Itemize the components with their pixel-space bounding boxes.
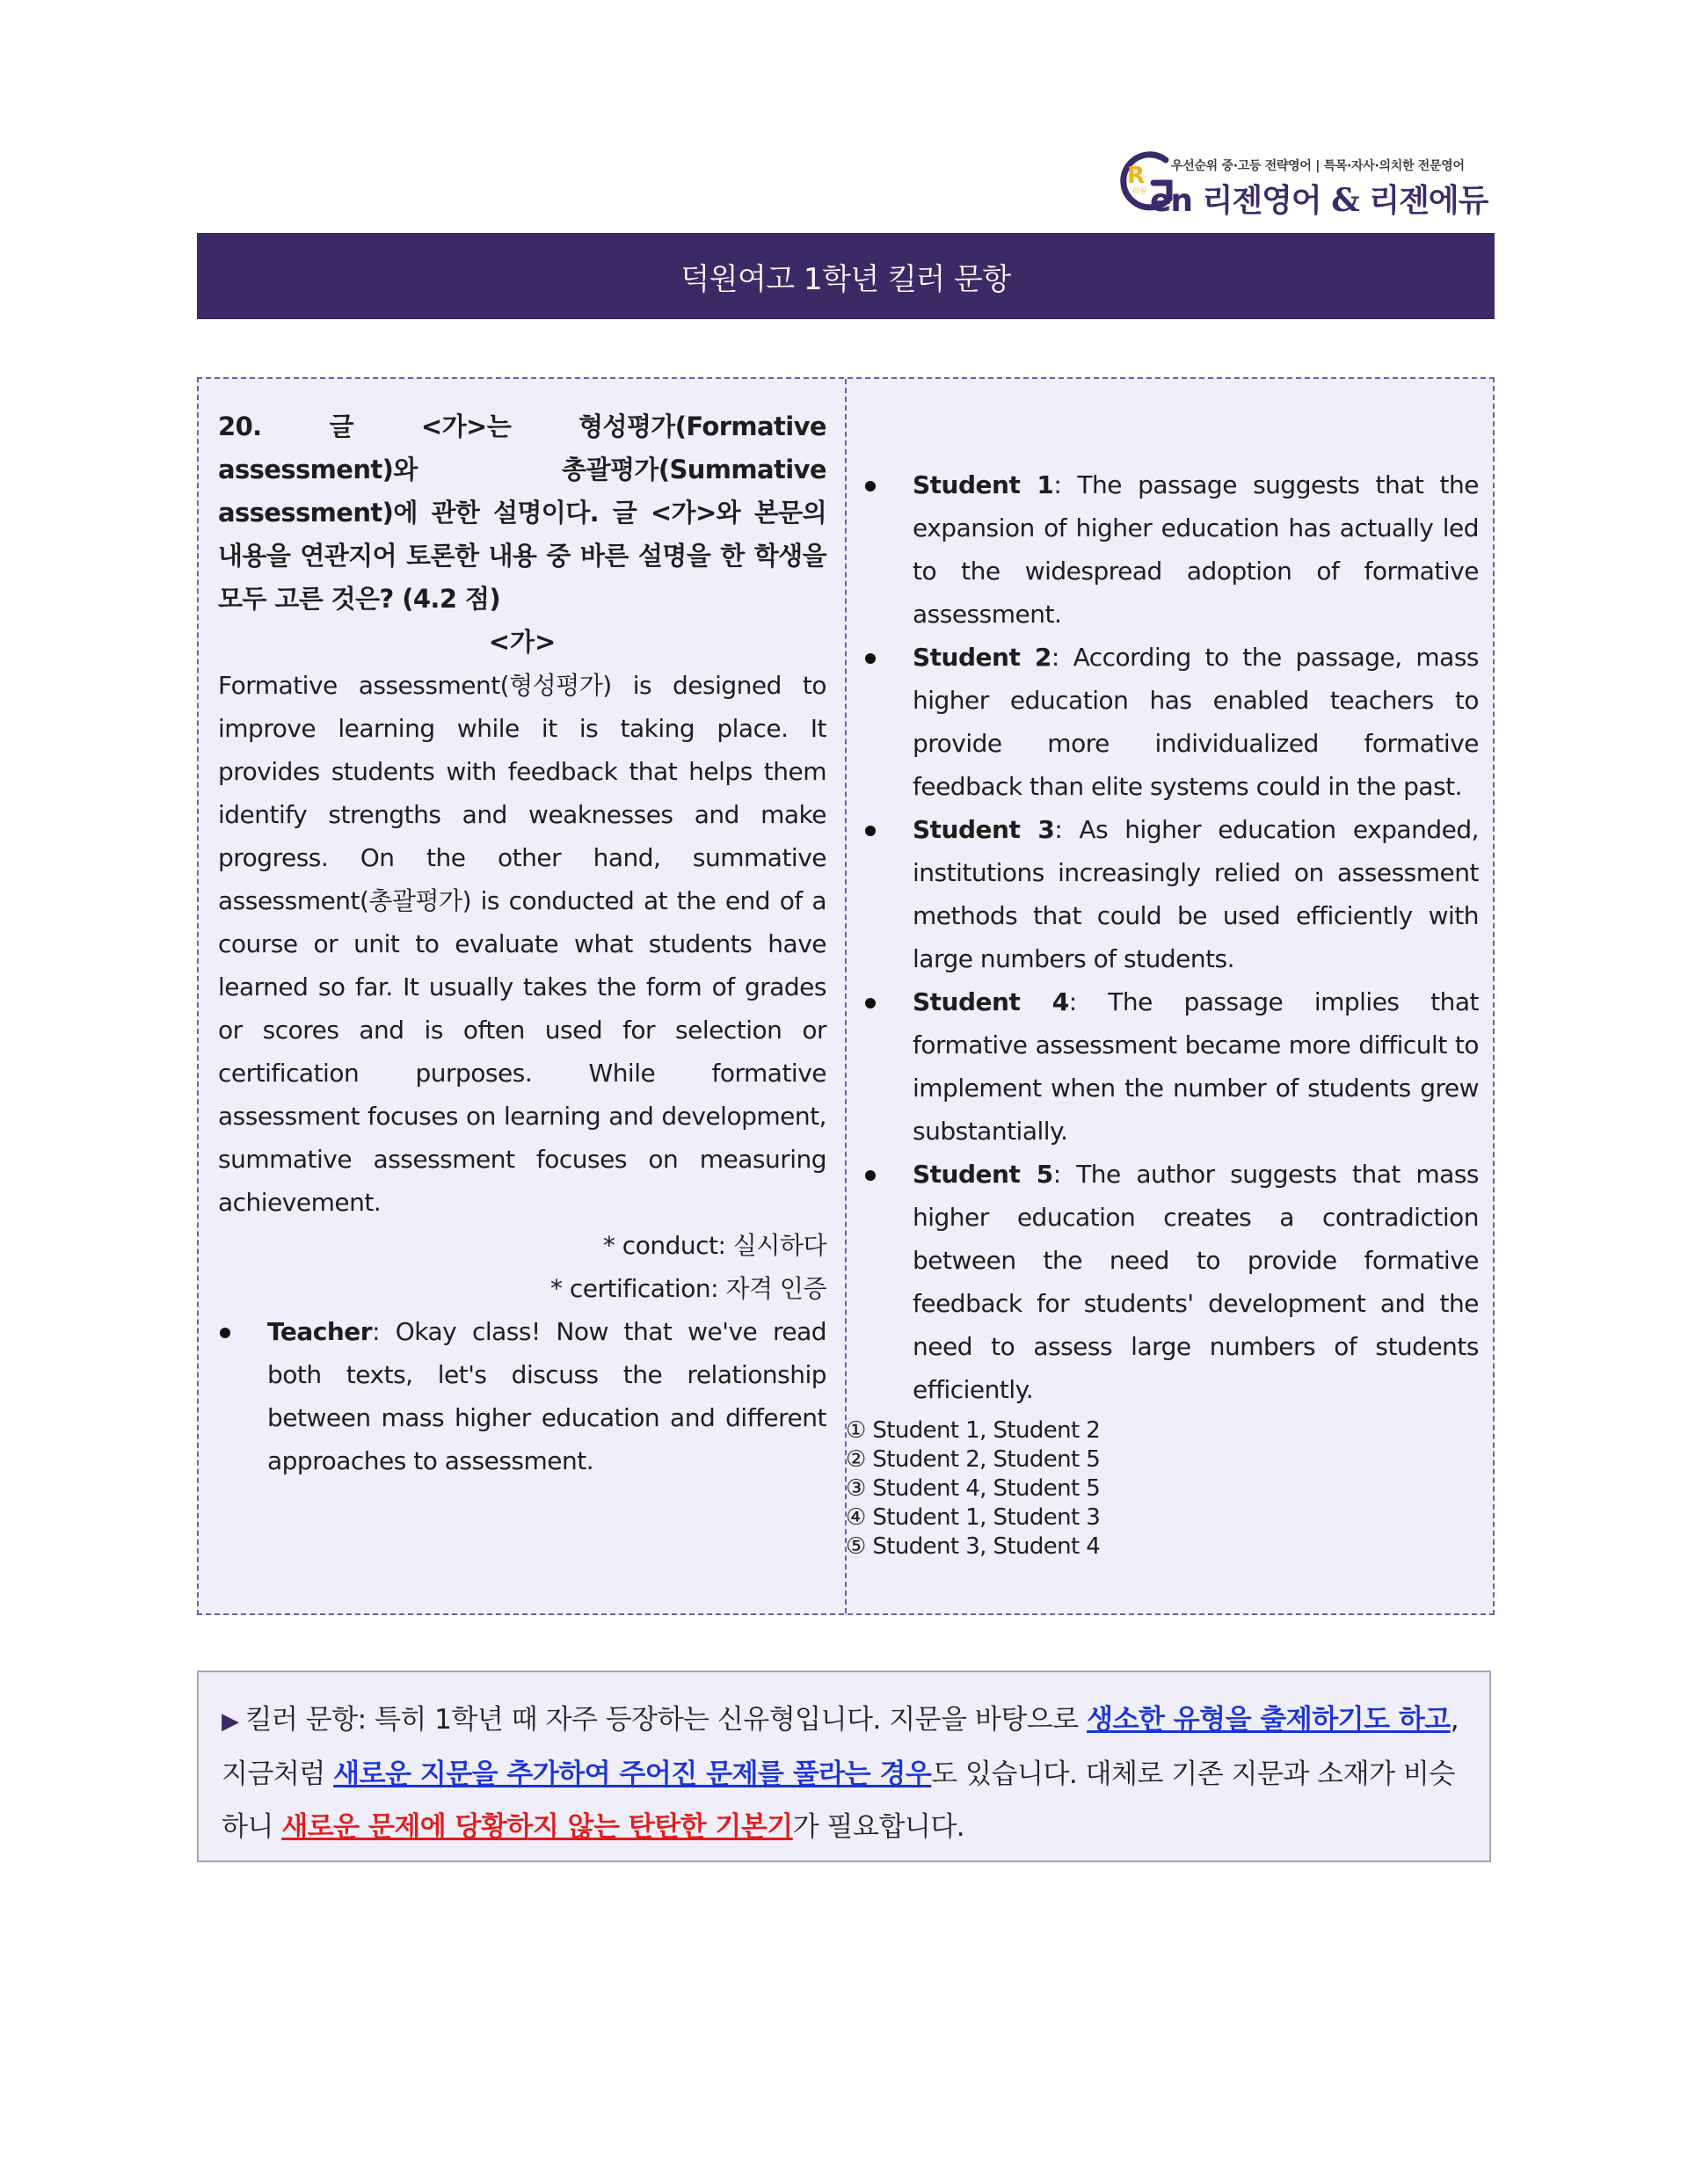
killer-note-text: 가 필요합니다. [792,1811,965,1843]
passage-text: Formative assessment(형성평가) is designed to improve learning while it is taking place. It provides students with feedback that helps them identify strengths and weaknesses and make progress. On the other hand, summative assessment(총괄평가) is conducted at the end of a course or unit to evaluate what students have learned so far. It usually takes the form of grades or scores and is often used for selection or certification purposes. While formative assessment focuses on learning and development, summative assessment focuses on measuring achievement. [218,671,826,1217]
teacher-speaker: Teacher [267,1317,373,1346]
student-speaker: Student 2 [913,643,1051,672]
logo-tagline: 우선순위 중·고등 전략영어 | 특목·자사·의치한 전문영어 [1171,159,1465,173]
vocab-notes [218,1224,826,1310]
logo-mark-letter: R [1127,163,1146,189]
question-title: 20. 글 <가>는 형성평가(Formative assessment)와 총괄평가(Summative assessment)에 관한 설명이다. 글 <가>와 본문의 내용을 연관지어 토론한 내용 중 바른 설명을 한 학생을 모두 고른 것은? (4.2 점) [218,411,826,614]
bullet-icon [865,1170,876,1181]
student-speaker: Student 1 [913,470,1054,499]
question-box [197,377,1495,1615]
answer-choice: ③ Student 4, Student 5 [846,1475,1101,1502]
answer-choice: ⑤ Student 3, Student 4 [846,1533,1101,1560]
answer-choice: ④ Student 1, Student 3 [846,1504,1101,1531]
student-speaker: Student 3 [913,815,1055,844]
student-text: : According to the passage, mass higher education has enabled teachers to provide more individualized formative feedback than elite systems could in the past. [913,643,1479,801]
student-text: : The passage suggests that the expansion of higher education has actually led to the widespread adoption of formative assessment. [913,470,1479,629]
bullet-icon [865,826,876,836]
student-text: : The author suggests that mass higher education creates a contradiction between the need to provide formative feedback for students' development and the need to assess large numbers of students efficiently. [913,1160,1479,1404]
banner-title: 덕원여고 1학년 킬러 문항 [680,261,1011,297]
logo-mark-small: 리젠 [1132,187,1146,195]
student-comment [863,808,1479,980]
logo-wordmark-ko1: 리젠영어 [1202,183,1321,219]
highlight-blue: 새로운 지문을 추가하여 주어진 문제를 풀라는 경우 [333,1758,932,1790]
highlight-red: 새로운 문제에 당황하지 않는 탄탄한 기본기 [281,1811,793,1843]
teacher-comment [218,1310,826,1482]
student-comment [863,980,1479,1153]
logo-wordmark-ko2: 리젠에듀 [1369,183,1488,219]
question-right-column [846,463,1479,1562]
logo-wordmark [1150,176,1488,221]
killer-note-text: 도 있습니다. 대체로 기존 지문과 소재가 비슷하니 [222,1758,1455,1843]
killer-note-box [197,1671,1491,1862]
answer-choices [846,1416,1479,1562]
bullet-icon [865,998,876,1008]
student-speaker: Student 5 [913,1160,1053,1189]
student-text: : The passage implies that formative assessment became more difficult to implement when the number of students grew substantially. [913,987,1479,1146]
teacher-text: : Okay class! Now that we've read both texts, let's discuss the relationship between mass higher education and different approaches to assessment. [267,1317,826,1475]
killer-note-text: : 특히 1학년 때 자주 등장하는 신유형입니다. 지문을 바탕으로 [357,1704,1088,1736]
student-speaker: Student 4 [913,987,1069,1016]
bullet-icon [220,1328,230,1338]
teacher-list [218,1310,826,1482]
triangle-marker-icon: ▶ [222,1708,239,1735]
question-left-column [218,405,826,1482]
killer-note-label: 킬러 문항 [245,1704,358,1736]
answer-choice: ② Student 2, Student 5 [846,1446,1101,1473]
vocab-note: * certification: 자격 인증 [549,1274,826,1303]
bullet-icon [865,653,876,664]
killer-note-text: , 지금처럼 [222,1704,1459,1790]
student-comment [863,463,1479,636]
student-comment [863,636,1479,808]
header-banner [197,233,1495,319]
student-comment [863,1153,1479,1411]
student-list [863,463,1479,1411]
logo-wordmark-en: en [1150,183,1193,219]
student-text: : As higher education expanded, institutions increasingly relied on assessment methods that could be used efficiently with large numbers of students. [913,815,1479,973]
answer-choice: ① Student 1, Student 2 [846,1417,1101,1444]
brand-logo [1115,146,1488,219]
bullet-icon [865,481,876,491]
vocab-note: * conduct: 실시하다 [602,1231,826,1260]
passage-label: <가> [488,627,557,657]
logo-amp: & [1331,182,1359,219]
highlight-blue: 생소한 유형을 출제하기도 하고 [1087,1704,1451,1736]
